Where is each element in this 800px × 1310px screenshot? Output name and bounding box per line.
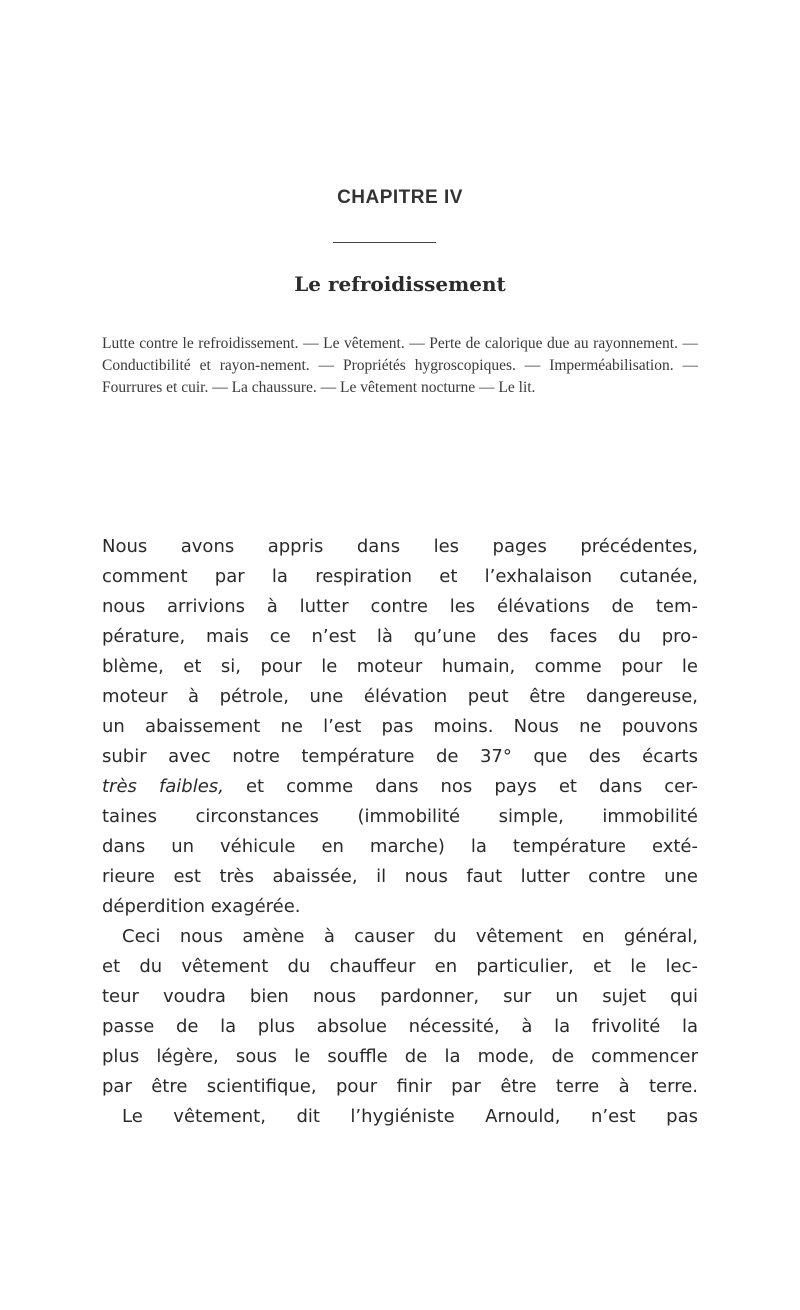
text-line: blème, et si, pour le moteur humain, comme pour le xyxy=(102,656,698,677)
text-line: teur voudra bien nous pardonner, sur un sujet qui xyxy=(102,986,698,1007)
text-line: par être scientifique, pour finir par être terre à terre. xyxy=(102,1076,698,1097)
text-line-rest: et comme dans nos pays et dans cer- xyxy=(245,776,698,797)
text-line: taines circonstances (immobilité simple, immobilité xyxy=(102,806,698,827)
text-line: subir avec notre température de 37° que des écarts xyxy=(102,746,698,767)
text-line: moteur à pétrole, une élévation peut être dangereuse, xyxy=(102,686,698,707)
text-line: comment par la respiration et l’exhalaison cutanée, xyxy=(102,566,698,587)
text-line: Le vêtement, dit l’hygiéniste Arnould, n’est pas xyxy=(122,1106,698,1127)
text-line: nous arrivions à lutter contre les élévations de tem- xyxy=(102,596,698,617)
text-line: rieure est très abaissée, il nous faut lutter contre une xyxy=(102,866,698,887)
text-line: Nous avons appris dans les pages précédentes, xyxy=(102,536,698,557)
text-line: et du vêtement du chauffeur en particulier, et le lec- xyxy=(102,956,698,977)
emphasis-text: très faibles, xyxy=(102,776,224,797)
text-line: Ceci nous amène à causer du vêtement en général, xyxy=(122,926,698,947)
text-line: passe de la plus absolue nécessité, à la frivolité la xyxy=(102,1016,698,1037)
text-line: un abaissement ne l’est pas moins. Nous ne pouvons xyxy=(102,716,698,737)
text-line-with-emphasis xyxy=(102,772,698,802)
chapter-title: Le refroidissement xyxy=(294,272,506,296)
chapter-heading: CHAPITRE IV xyxy=(337,187,463,208)
body-paragraphs xyxy=(102,532,698,1132)
heading-divider xyxy=(333,242,436,243)
chapter-summary: Lutte contre le refroidissement. — Le vêtement. — Perte de calorique due au rayonnement. — Conductibilité et rayon-nement. — Propriétés hygroscopiques. — Imperméabilisation. — Fourrures et cuir. — La chaussure. — Le vêtement nocturne — Le lit. xyxy=(102,335,698,396)
text-line: déperdition exagérée. xyxy=(102,896,301,917)
text-line: dans un véhicule en marche) la température exté- xyxy=(102,836,698,857)
text-line: pérature, mais ce n’est là qu’une des faces du pro- xyxy=(102,626,698,647)
text-line: plus légère, sous le souffle de la mode, de commencer xyxy=(102,1046,698,1067)
